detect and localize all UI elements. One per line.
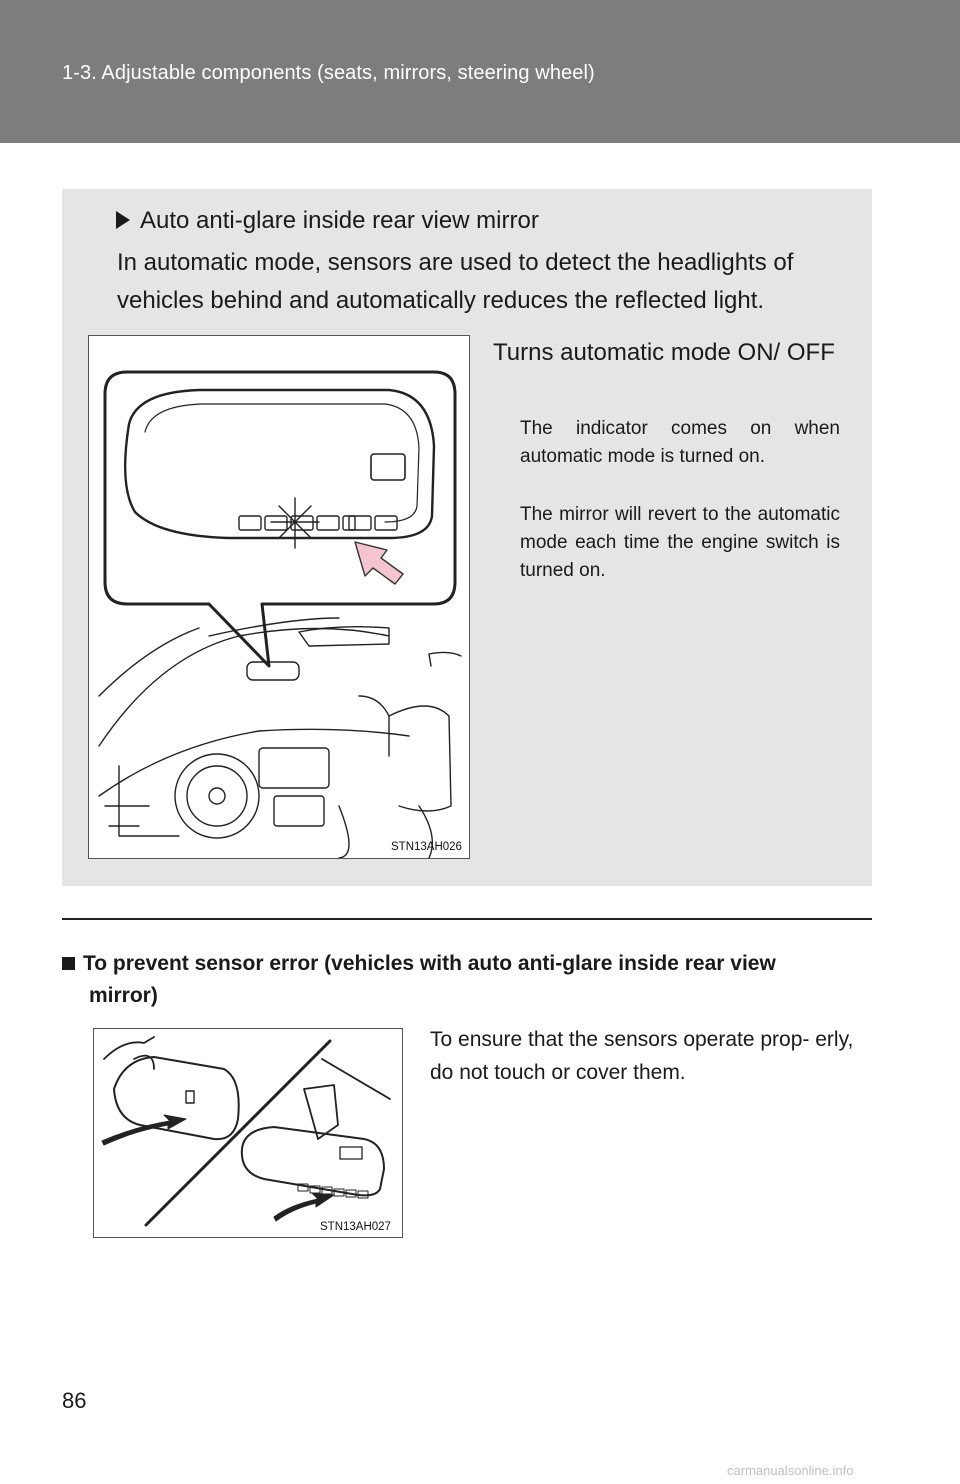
callout-title: Turns automatic mode ON/ OFF bbox=[493, 339, 835, 366]
mirror-illustration bbox=[88, 335, 470, 859]
page-number: 86 bbox=[62, 1388, 87, 1413]
front-sensor-window bbox=[340, 1147, 362, 1159]
small-mirror bbox=[247, 662, 299, 680]
section-heading-line1: To prevent sensor error (vehicles with auto anti-glare inside rear view bbox=[83, 952, 776, 975]
section-divider bbox=[62, 918, 872, 920]
chapter-title: 1-3. Adjustable components (seats, mirrors, steering wheel) bbox=[62, 62, 595, 84]
callout-bubble bbox=[105, 372, 455, 666]
callout-note-indicator: The indicator comes on when automatic mode is turned on. bbox=[520, 418, 840, 467]
mirror-dashboard-drawing bbox=[89, 336, 469, 858]
triangle-bullet-icon bbox=[116, 211, 130, 229]
section-heading-line2: mirror) bbox=[89, 984, 158, 1007]
figure-split-line bbox=[146, 1041, 330, 1225]
rear-sensor bbox=[186, 1091, 194, 1103]
panel-heading-text: Auto anti-glare inside rear view mirror bbox=[140, 207, 539, 234]
section-heading bbox=[62, 948, 874, 1012]
panel-heading bbox=[116, 207, 539, 235]
figure-code-2: STN13AH027 bbox=[320, 1221, 391, 1233]
sensor-mirror-drawing bbox=[94, 1029, 402, 1237]
site-watermark: carmanualsonline.info bbox=[727, 1463, 854, 1478]
pointer-arrow-rear bbox=[102, 1115, 186, 1145]
square-bullet-icon bbox=[62, 957, 75, 970]
page-header bbox=[0, 0, 960, 143]
info-panel bbox=[62, 189, 872, 886]
panel-description: In automatic mode, sensors are used to detect the headlights of vehicles behind and automatically reduces the reflected light. bbox=[117, 249, 794, 314]
pointer-arrow-front bbox=[274, 1193, 334, 1221]
figure-code: STN13AH026 bbox=[391, 841, 462, 853]
cabin-drawing bbox=[99, 618, 461, 858]
section-text: To ensure that the sensors operate prop- erly, do not touch or cover them. bbox=[430, 1028, 854, 1084]
sensor-illustration bbox=[93, 1028, 403, 1238]
callout-note-revert: The mirror will revert to the automatic mode each time the engine switch is turned on. bbox=[520, 504, 840, 581]
